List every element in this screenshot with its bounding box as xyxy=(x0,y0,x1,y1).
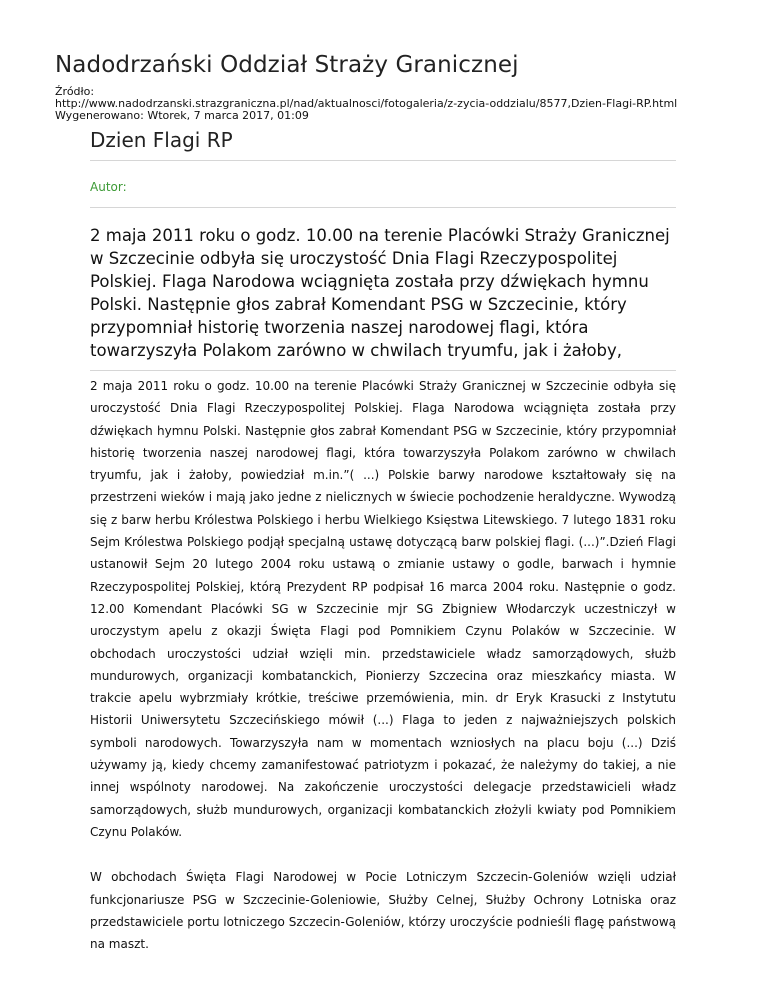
article-title: Dzien Flagi RP xyxy=(90,128,233,152)
author-label: Autor: xyxy=(90,180,127,194)
article-body xyxy=(90,375,676,955)
divider xyxy=(90,207,676,208)
divider xyxy=(90,370,676,371)
body-paragraph: W obchodach Święta Flagi Narodowej w Pocie Lotniczym Szczecin-Goleniów wzięli udział funkcjonariusze PSG w Szczecinie-Goleniowie, Służby Celnej, Służby Ochrony Lotniska oraz przedstawiciele portu lotniczego Szczecin-Goleniów, którzy uroczyście podnieśli flagę państwową na maszt. xyxy=(90,870,676,952)
divider xyxy=(90,160,676,161)
generated-timestamp: Wygenerowano: Wtorek, 7 marca 2017, 01:09 xyxy=(55,109,309,122)
article xyxy=(90,128,676,955)
body-paragraph: 2 maja 2011 roku o godz. 10.00 na terenie Placówki Straży Granicznej w Szczecinie odbyła się uroczystość Dnia Flagi Rzeczypospolitej Polskiej. Flaga Narodowa wciągnięta została przy dźwiękach hymnu Polski. Następnie głos zabrał Komendant PSG w Szczecinie, który przypomniał historię tworzenia naszej narodowej flagi, która towarzyszyła Polakom zarówno w chwilach tryumfu, jak i żałoby, powiedział m.in.”( ...) Polskie barwy narodowe kształtowały się na przestrzeni wieków i mają jako jedne z nielicznych w świecie pochodzenie heraldyczne. Wywodzą się z barw herbu Królestwa Polskiego i herbu Wielkiego Księstwa Litewskiego. 7 lutego 1831 roku Sejm Królestwa Polskiego podjął specjalną ustawę dotyczącą barw polskiej flagi. (...)”.Dzień Flagi ustanowił Sejm 20 lutego 2004 roku ustawą o zmianie ustawy o godle, barwach i hymnie Rzeczypospolitej Polskiej, którą Prezydent RP podpisał 16 marca 2004 roku. Następnie o godz. 12.00 Komendant Placówki SG w Szczecinie mjr SG Zbigniew Włodarczyk uczestniczył w uroczystym apelu z okazji Święta Flagi pod Pomnikiem Czynu Polaków w Szczecinie. W obchodach uroczystości udział wzięli min. przedstawiciele władz samorządowych, służb mundurowych, organizacji kombatanckich, Pionierzy Szczecina oraz mieszkańcy miasta. W trakcie apelu wybrzmiały krótkie, treściwe przemówienia, min. dr Eryk Krasucki z Instytutu Historii Uniwersytetu Szczecińskiego mówił (...) Flaga to jeden z najważniejszych polskich symboli narodowych. Towarzyszyła nam w momentach wzniosłych na placu boju (...) Dziś używamy ją, kiedy chcemy zamanifestować patriotyzm i pokazać, że należymy do takiej, a nie innej wspólnoty narodowej. Na zakończenie uroczystości delegacje przedstawicieli władz samorządowych, służb mundurowych, organizacji kombatanckich złożyli kwiaty pod Pomnikiem Czynu Polaków. xyxy=(90,379,676,839)
article-lead: 2 maja 2011 roku o godz. 10.00 na terenie Placówki Straży Granicznej w Szczecinie odbyła się uroczystość Dnia Flagi Rzeczypospolitej Polskiej. Flaga Narodowa wciągnięta została przy dźwiękach hymnu Polski. Następnie głos zabrał Komendant PSG w Szczecinie, który przypomniał historię tworzenia naszej narodowej flagi, która towarzyszyła Polakom zarówno w chwilach tryumfu, jak i żałoby, xyxy=(90,226,670,360)
source-label: Źródło: xyxy=(55,85,95,98)
print-metadata xyxy=(55,86,677,122)
organization-title: Nadodrzański Oddział Straży Granicznej xyxy=(55,52,519,78)
source-url[interactable]: http://www.nadodrzanski.strazgraniczna.pl/nad/aktualnosci/fotogaleria/z-zycia-oddzialu/8577,Dzien-Flagi-RP.html xyxy=(55,97,678,110)
